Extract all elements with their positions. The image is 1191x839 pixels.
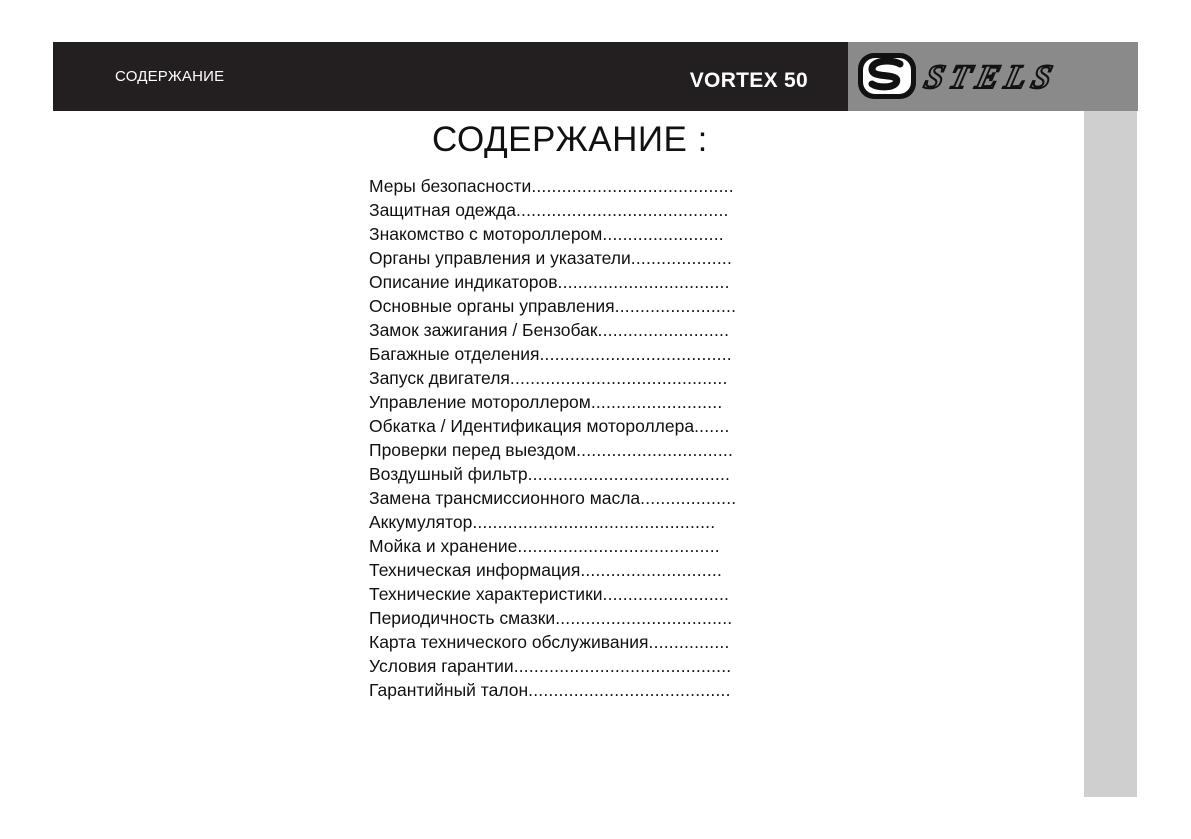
toc-list [369,174,829,702]
toc-item-leader: ....... [694,416,730,436]
toc-item-label: Замена трансмиссионного масла [369,488,641,508]
toc-item[interactable] [369,222,817,246]
toc-item[interactable] [369,174,817,198]
toc-item-label: Основные органы управления [369,296,615,316]
toc-item[interactable] [369,198,817,222]
toc-item-leader: ................ [648,632,730,652]
toc-item-leader: ............................ [580,560,723,580]
toc-item-leader: ........................................ [527,464,731,484]
toc-item-leader: .......................................... [515,200,729,220]
toc-item-label: Описание индикаторов [369,272,558,292]
toc-item-leader: ........................................ [531,176,734,196]
toc-item-leader: ...................................... [539,344,732,364]
toc-item-leader: ................................... [555,608,733,628]
toc-item[interactable] [369,318,817,342]
toc-item-label: Карта технического обслуживания [369,632,649,652]
side-strip [1084,111,1137,797]
toc-item-label: Органы управления и указатели [369,248,631,268]
toc-item-label: Управление мотороллером [369,392,591,412]
toc-item[interactable] [369,582,817,606]
toc-item-label: Замок зажигания / Бензобак [369,320,598,340]
toc-item[interactable] [369,534,817,558]
toc-item-leader: .......................... [590,392,723,412]
toc-item[interactable] [369,438,817,462]
toc-item[interactable] [369,630,817,654]
page-title: СОДЕРЖАНИЕ : [432,120,708,159]
header-bar [53,42,848,111]
toc-item[interactable] [369,510,817,534]
toc-item[interactable] [369,414,817,438]
toc-item[interactable] [369,294,817,318]
toc-item[interactable] [369,486,817,510]
toc-item-label: Технические характеристики [369,584,603,604]
toc-item-leader: ......................... [602,584,730,604]
toc-item-label: Обкатка / Идентификация мотороллера [369,416,695,436]
toc-item-leader: .......................... [597,320,730,340]
toc-item-leader: ........................ [602,224,724,244]
toc-item-leader: .................... [630,248,733,268]
header-model-name: VORTEX 50 [689,69,808,92]
toc-item-label: Меры безопасности [369,176,532,196]
toc-item-leader: ............................... [576,440,734,460]
brand-wordmark: STELS [920,58,1062,96]
toc-item-label: Воздушный фильтр [369,464,528,484]
toc-item-leader: ........................................... [513,656,732,676]
toc-item-leader: ................................................ [472,512,716,532]
brand-logo [848,42,1138,111]
toc-item[interactable] [369,390,817,414]
toc-item-leader: .................................. [557,272,730,292]
toc-item-leader: ........................................... [509,368,728,388]
stels-logo-icon [848,42,1138,111]
toc-item-label: Багажные отделения [369,344,540,364]
toc-item-label: Гарантийный талон [369,680,529,700]
toc-item-label: Защитная одежда [369,200,516,220]
toc-item[interactable] [369,558,817,582]
toc-item-label: Знакомство с мотороллером [369,224,603,244]
toc-item-leader: ................... [640,488,737,508]
toc-item-label: Проверки перед выездом [369,440,577,460]
header-section-title: СОДЕРЖАНИЕ [115,68,225,85]
toc-item-leader: ........................ [614,296,737,316]
toc-item-leader: ........................................ [528,680,731,700]
toc-item-leader: ........................................ [517,536,720,556]
toc-item-label: Периодичность смазки [369,608,556,628]
toc-item[interactable] [369,654,817,678]
toc-item-label: Аккумулятор [369,512,473,532]
toc-item[interactable] [369,462,817,486]
toc-item-label: Техническая информация [369,560,581,580]
toc-item[interactable] [369,366,817,390]
toc-item[interactable] [369,270,817,294]
toc-item[interactable] [369,606,817,630]
toc-item[interactable] [369,678,817,702]
toc-item[interactable] [369,246,817,270]
toc-item[interactable] [369,342,817,366]
toc-item-label: Запуск двигателя [369,368,510,388]
toc-item-label: Мойка и хранение [369,536,518,556]
toc-item-label: Условия гарантии [369,656,514,676]
